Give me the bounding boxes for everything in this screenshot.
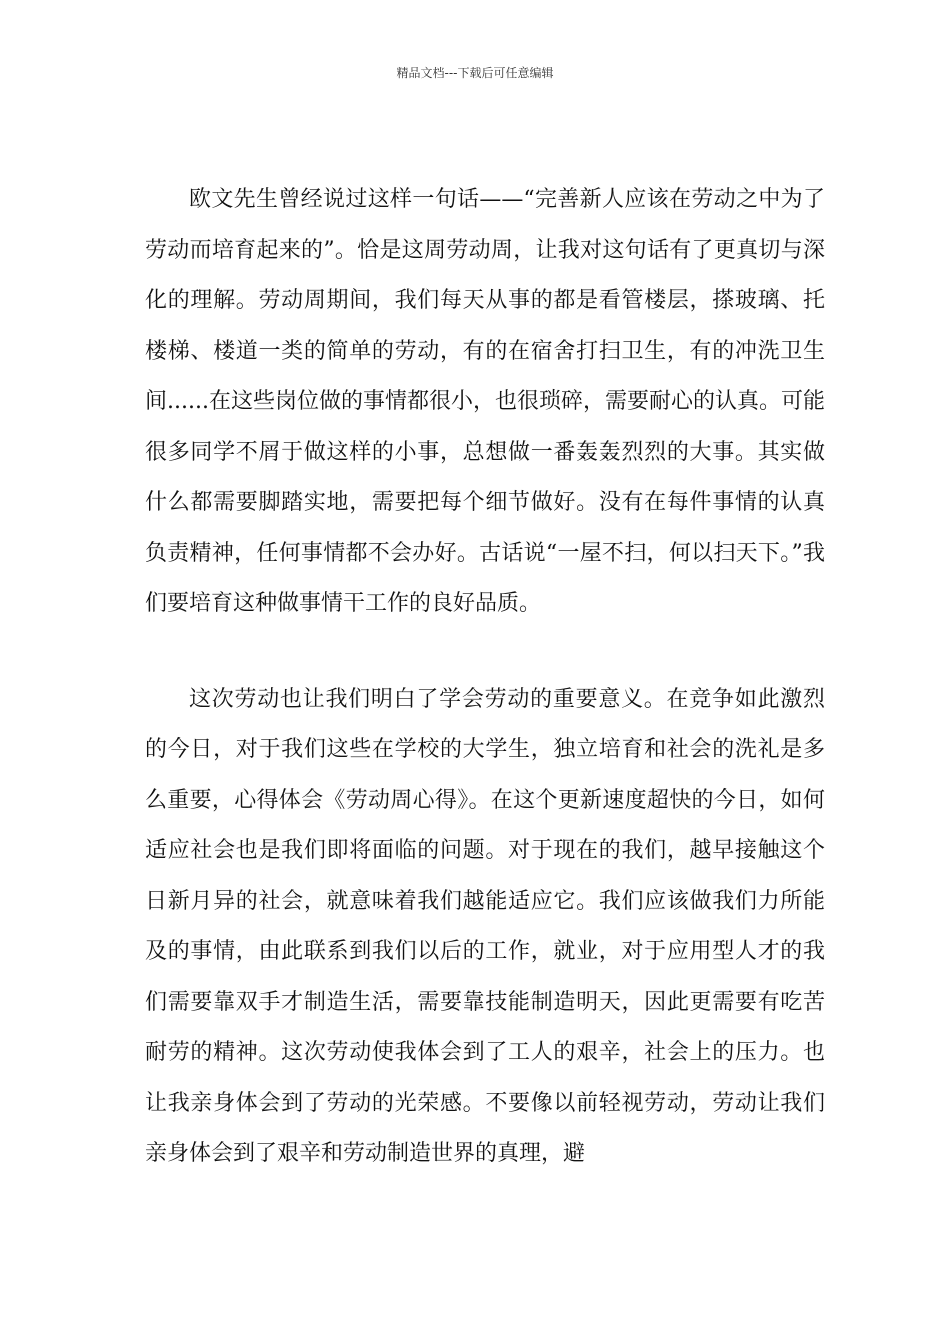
paragraph-1: 欧文先生曾经说过这样一句话——“完善新人应该在劳动之中为了劳动而培育起来的”。恰是这周劳动周，让我对这句话有了更真切与深化的理解。劳动周期间，我们每天从事的都是看管楼层，搽玻璃、托楼梯、楼道一类的简单的劳动，有的在宿舍打扫卫生，有的冲洗卫生间......在这些岗位做的事情都很小，也很琐碎，需要耐心的认真。可能很多同学不屑于做这样的小事，总想做一番轰轰烈烈的大事。其实做什么都需要脚踏实地，需要把每个细节做好。没有在每件事情的认真负责精神，任何事情都不会办好。古话说“一屋不扫，何以扫天下。”我们要培育这种做事情干工作的良好品质。 <box>145 187 825 616</box>
paragraph-2: 这次劳动也让我们明白了学会劳动的重要意义。在竞争如此激烈的今日，对于我们这些在学校的大学生，独立培育和社会的洗礼是多么重要，心得体会《劳动周心得》。在这个更新速度超快的今日，如何适应社会也是我们即将面临的问题。对于现在的我们，越早接触这个日新月异的社会，就意味着我们越能适应它。我们应该做我们力所能及的事情，由此联系到我们以后的工作，就业，对于应用型人才的我们需要靠双手才制造生活，需要靠技能制造明天，因此更需要有吃苦耐劳的精神。这次劳动使我体会到了工人的艰辛，社会上的压力。也让我亲身体会到了劳动的光荣感。不要像以前轻视劳动，劳动让我们亲身体会到了艰辛和劳动制造世界的真理，避 <box>145 686 825 1166</box>
page-header: 精品文档---下载后可任意编辑 <box>396 66 554 80</box>
document-body <box>145 175 825 1180</box>
